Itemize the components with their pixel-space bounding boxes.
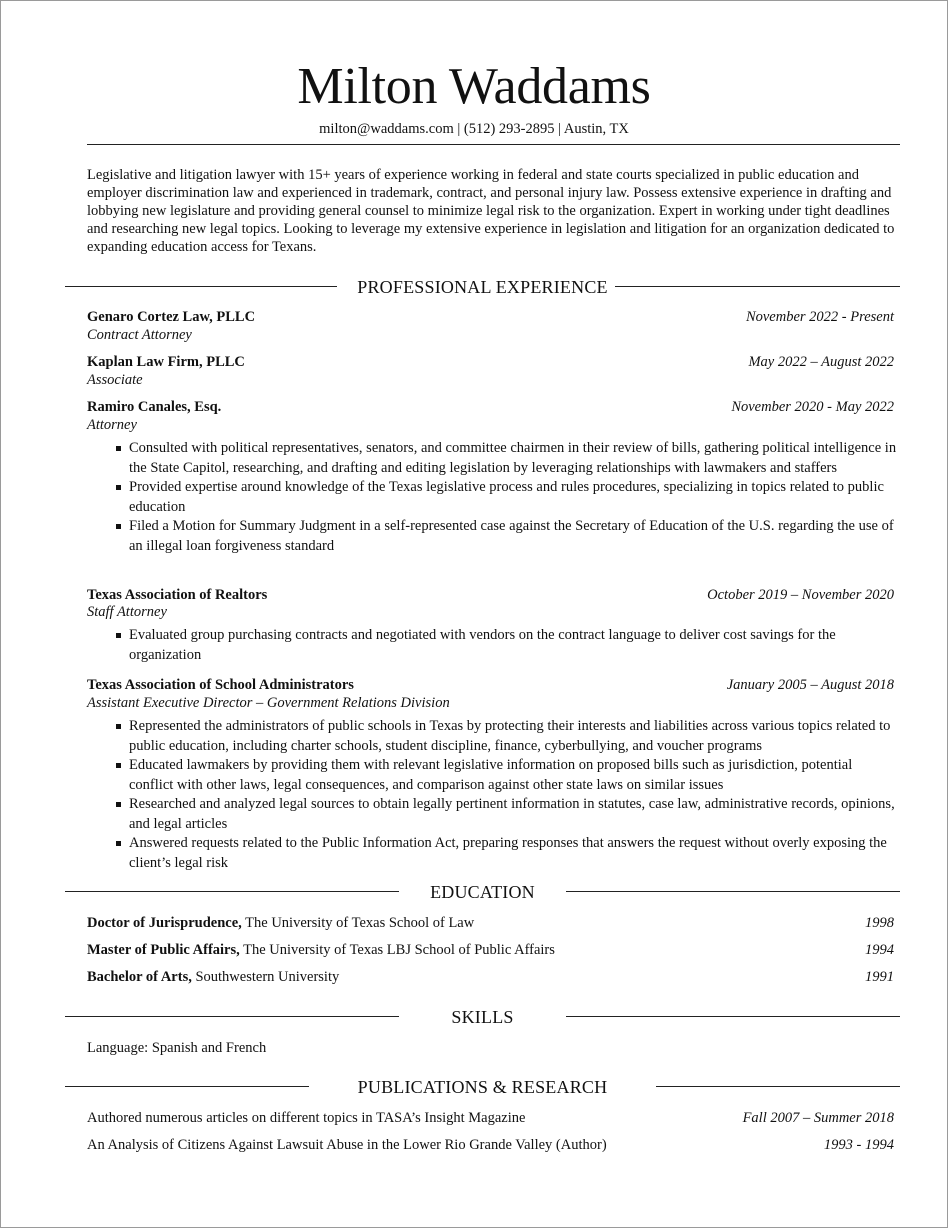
bullet-marker — [116, 446, 121, 451]
list-item — [113, 756, 898, 795]
heading-line-right — [615, 286, 900, 287]
job-bullet-list — [113, 626, 898, 665]
bullet-marker — [116, 524, 121, 529]
education-entry — [87, 941, 555, 959]
publication-dates: 1993 - 1994 — [823, 1137, 894, 1153]
publications-section-heading — [65, 1076, 900, 1098]
job-company: Texas Association of School Administrators — [87, 677, 354, 693]
job-dates: November 2020 - May 2022 — [731, 399, 894, 415]
skills-section-heading — [65, 1006, 900, 1028]
education-entry — [87, 968, 339, 986]
list-item — [113, 834, 898, 873]
job-title-row — [87, 603, 894, 621]
job-dates: January 2005 – August 2018 — [726, 677, 894, 693]
degree: Doctor of Jurisprudence, — [87, 915, 242, 931]
school: The University of Texas LBJ School of Public Affairs — [239, 942, 555, 958]
job-dates: November 2022 - Present — [745, 309, 894, 325]
job-dates: May 2022 – August 2022 — [748, 354, 894, 370]
bullet-text: Provided expertise around knowledge of the Texas legislative process and rules procedures, specializing in topics related to public education — [129, 479, 884, 515]
job-company: Genaro Cortez Law, PLLC — [87, 309, 256, 325]
job-dates: October 2019 – November 2020 — [707, 587, 894, 603]
publications-heading: PUBLICATIONS & RESEARCH — [357, 1077, 608, 1097]
education-row — [87, 914, 894, 932]
publication-text: Authored numerous articles on different topics in TASA’s Insight Magazine — [87, 1110, 526, 1126]
job-title: Assistant Executive Director – Government Relations Division — [87, 695, 450, 711]
bullet-text: Consulted with political representatives, senators, and committee chairmen in their review of bills, gathering political intelligence in the State Capitol, researching, and drafting and editing legislation by leveraging relationships with lawmakers and staffers — [129, 440, 897, 476]
list-item — [113, 439, 898, 478]
education-section-heading — [65, 881, 900, 903]
contact-line: milton@waddams.com | (512) 293-2895 | Austin, TX — [319, 121, 629, 137]
experience-section-heading — [65, 276, 900, 298]
list-item — [113, 795, 898, 834]
bullet-marker — [116, 841, 121, 846]
job-title: Staff Attorney — [87, 604, 167, 620]
job-bullet-list — [113, 439, 898, 556]
job-row — [87, 676, 894, 694]
heading-line-right — [566, 891, 900, 892]
skills-row — [87, 1039, 894, 1057]
job-company: Texas Association of Realtors — [87, 587, 268, 603]
graduation-year: 1994 — [865, 942, 894, 958]
job-title-row — [87, 326, 894, 344]
job-title: Contract Attorney — [87, 327, 192, 343]
bullet-text: Answered requests related to the Public Information Act, preparing responses that answers the request without overly exposing the client’s legal risk — [129, 835, 887, 871]
bullet-marker — [116, 724, 121, 729]
heading-line-right — [566, 1016, 900, 1017]
job-title-row — [87, 416, 894, 434]
publication-dates: Fall 2007 – Summer 2018 — [742, 1110, 894, 1126]
bullet-text: Represented the administrators of public schools in Texas by protecting their interests and liabilities across various topics related to public education, including charter schools, student discipline, finance, cyberbullying, and voucher programs — [129, 718, 891, 754]
job-company: Kaplan Law Firm, PLLC — [87, 354, 245, 370]
degree: Bachelor of Arts, — [87, 969, 192, 985]
publication-row — [87, 1136, 894, 1154]
school: The University of Texas School of Law — [241, 915, 475, 931]
publication-row — [87, 1109, 894, 1127]
publication-text: An Analysis of Citizens Against Lawsuit Abuse in the Lower Rio Grande Valley (Author) — [87, 1137, 607, 1153]
list-item — [113, 478, 898, 517]
bullet-text: Filed a Motion for Summary Judgment in a self-represented case against the Secretary of Education of the U.S. regarding the use of an illegal loan forgiveness standard — [129, 518, 894, 554]
header-divider — [87, 144, 900, 145]
bullet-marker — [116, 802, 121, 807]
bullet-text: Researched and analyzed legal sources to obtain legally pertinent information in statutes, case law, administrative records, opinions, and legal articles — [129, 796, 895, 832]
education-row — [87, 941, 894, 959]
job-row — [87, 398, 894, 416]
list-item — [113, 517, 898, 556]
summary-paragraph: Legislative and litigation lawyer with 15+ years of experience working in federal and state courts specialized in public education and employer discrimination law and experienced in trademark, contract, and personal injury law. Possess extensive experience in drafting and lobbying new legislature and providing general counsel to minimize legal risk to the organization. Expert in working under tight deadlines and researching new legal topics. Looking to leverage my extensive experience in legislation and litigation for an organization dedicated to expanding education access for Texans. — [87, 167, 895, 255]
education-entry — [87, 914, 474, 932]
bullet-marker — [116, 633, 121, 638]
list-item — [113, 626, 898, 665]
job-title: Attorney — [87, 417, 137, 433]
job-row — [87, 353, 894, 371]
experience-heading: PROFESSIONAL EXPERIENCE — [357, 277, 608, 297]
bullet-text: Evaluated group purchasing contracts and negotiated with vendors on the contract language to deliver cost savings for the organization — [129, 627, 836, 663]
degree: Master of Public Affairs, — [87, 942, 240, 958]
bullet-marker — [116, 763, 121, 768]
job-title: Associate — [87, 372, 143, 388]
heading-line-right — [656, 1086, 900, 1087]
education-heading: EDUCATION — [430, 882, 535, 902]
job-row — [87, 586, 894, 604]
skills-text: Language: Spanish and French — [87, 1040, 267, 1056]
graduation-year: 1991 — [865, 969, 894, 985]
bullet-text: Educated lawmakers by providing them with relevant legislative information on proposed bills such as jurisdiction, potential conflict with other laws, legal consequences, and comparison against other state laws on similar issues — [129, 757, 853, 793]
candidate-name: Milton Waddams — [297, 58, 651, 115]
job-title-row — [87, 371, 894, 389]
school: Southwestern University — [191, 969, 340, 985]
graduation-year: 1998 — [865, 915, 894, 931]
job-row — [87, 308, 894, 326]
skills-heading: SKILLS — [451, 1007, 514, 1027]
education-row — [87, 968, 894, 986]
job-company: Ramiro Canales, Esq. — [87, 399, 222, 415]
list-item — [113, 717, 898, 756]
job-title-row — [87, 694, 894, 712]
job-bullet-list — [113, 717, 898, 873]
bullet-marker — [116, 485, 121, 490]
